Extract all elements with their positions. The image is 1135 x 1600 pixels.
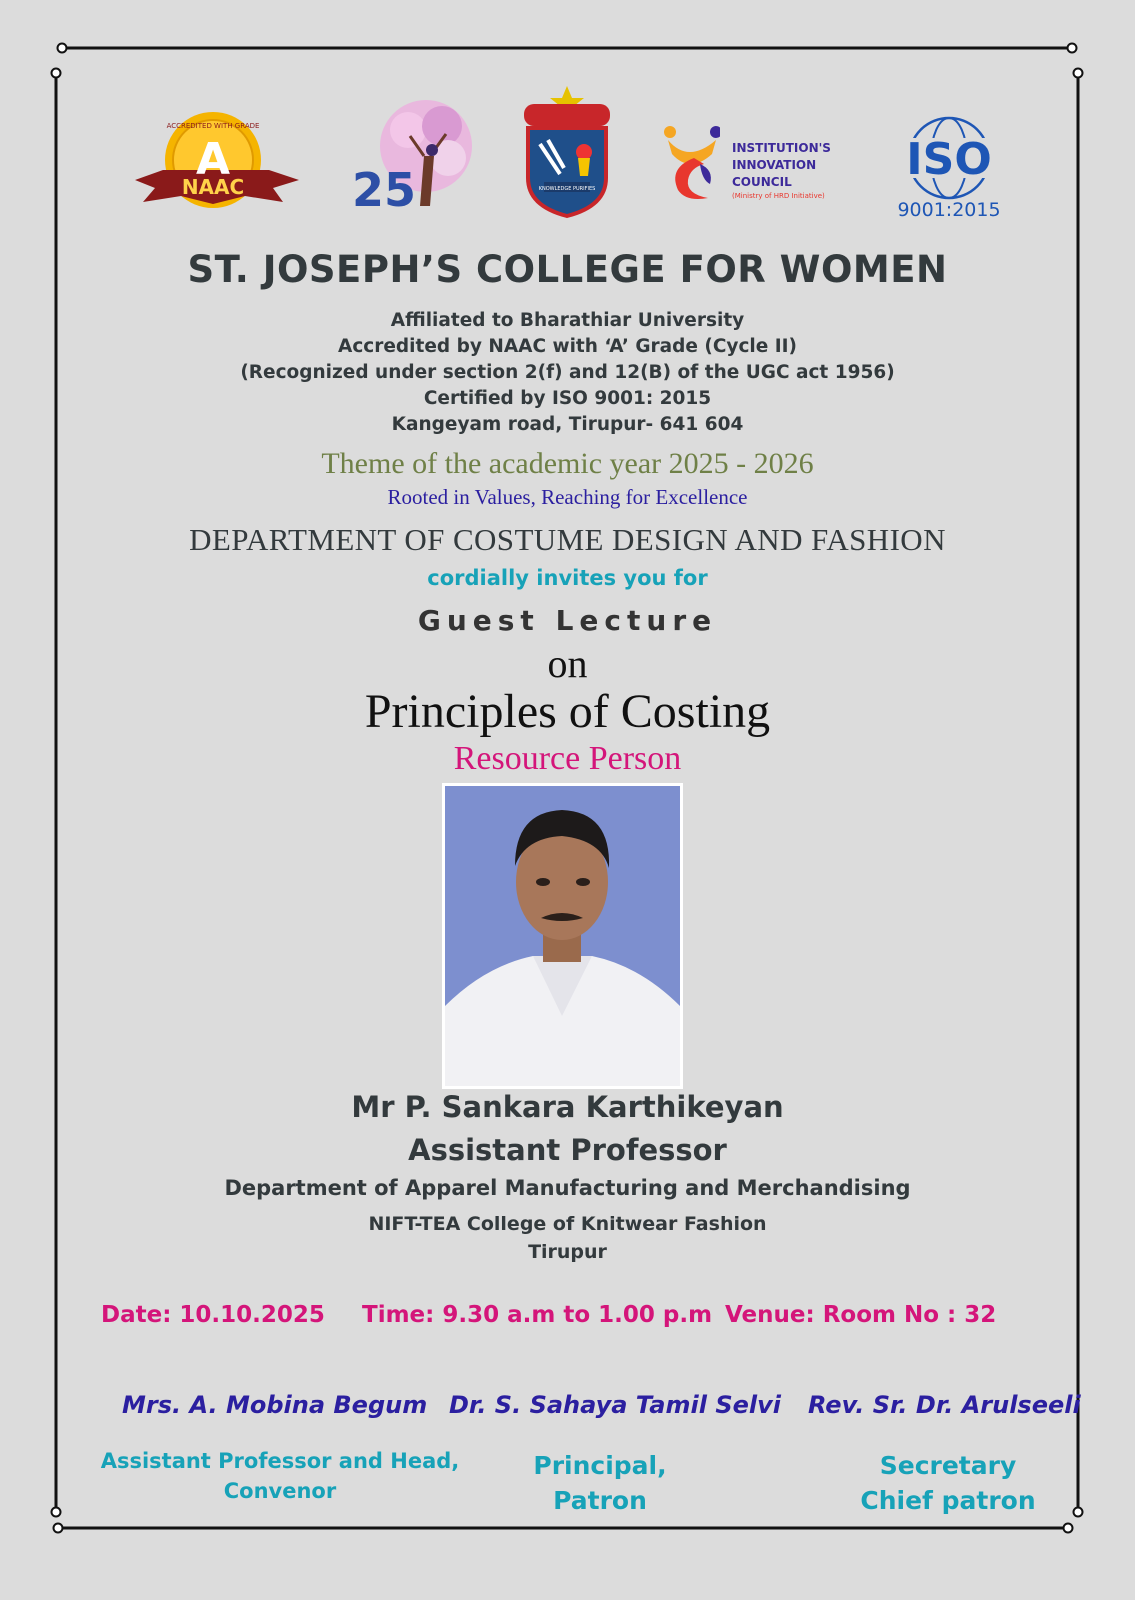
speaker-city: Tirupur (528, 1241, 607, 1263)
role-principal-line1: Principal, (533, 1451, 667, 1480)
signatory-name-convenor: Mrs. A. Mobina Begum (122, 1391, 428, 1419)
role-principal-line2: Patron (553, 1486, 647, 1515)
svg-text:ACCREDITED WITH GRADE: ACCREDITED WITH GRADE (166, 122, 260, 130)
svg-text:NAAC: NAAC (181, 175, 245, 199)
naac-logo (133, 108, 301, 220)
svg-text:A: A (195, 134, 231, 185)
svg-text:ISO: ISO (906, 134, 992, 185)
lecture-topic: Principles of Costing (364, 685, 771, 738)
invite-text: cordially invites you for (427, 566, 708, 590)
signatory-role-convenor (96, 1446, 464, 1506)
accreditation-line: Accredited by NAAC with ‘A’ Grade (Cycle II) (338, 336, 797, 357)
address-line: Kangeyam road, Tirupur- 641 604 (391, 414, 744, 435)
speaker-designation: Assistant Professor (408, 1133, 727, 1167)
speaker-photo (442, 783, 683, 1089)
role-convenor-line2: Convenor (223, 1479, 337, 1503)
on-text: on (547, 641, 588, 686)
speaker-department: Department of Apparel Manufacturing and Merchandising (224, 1176, 911, 1200)
svg-text:25: 25 (352, 163, 417, 217)
iic-line4: (Ministry of HRD Initiative) (732, 192, 825, 200)
anniversary-logo (350, 96, 482, 218)
theme-title: Theme of the academic year 2025 - 2026 (321, 447, 814, 480)
iic-logo (664, 124, 834, 208)
college-crest-logo (520, 84, 614, 224)
signatory-role-principal (480, 1448, 720, 1518)
role-secretary-line2: Chief patron (860, 1486, 1036, 1515)
event-time: Time: 9.30 a.m to 1.00 p.m (362, 1302, 713, 1328)
iso-logo (895, 114, 1005, 220)
affiliation-line: Affiliated to Bharathiar University (390, 310, 745, 331)
iic-line2: INNOVATION (732, 158, 817, 172)
department-title: DEPARTMENT OF COSTUME DESIGN AND FASHION (189, 522, 946, 557)
iic-line3: COUNCIL (732, 175, 792, 189)
svg-text:KNOWLEDGE PURIFIES: KNOWLEDGE PURIFIES (538, 186, 596, 192)
speaker-institution: NIFT-TEA College of Knitwear Fashion (368, 1213, 767, 1235)
role-convenor-line1: Assistant Professor and Head, (100, 1449, 460, 1473)
recognition-line: (Recognized under section 2(f) and 12(B) of the UGC act 1956) (240, 362, 895, 383)
resource-person-label: Resource Person (453, 740, 682, 777)
role-secretary-line1: Secretary (879, 1451, 1017, 1480)
signatory-name-secretary: Rev. Sr. Dr. Arulseeli (808, 1391, 1081, 1419)
theme-motto: Rooted in Values, Reaching for Excellence (387, 485, 748, 509)
event-venue: Venue: Room No : 32 (725, 1302, 997, 1328)
event-date: Date: 10.10.2025 (101, 1302, 325, 1328)
institution-title: ST. JOSEPH’S COLLEGE FOR WOMEN (187, 248, 948, 291)
event-type: Guest Lecture (417, 604, 718, 637)
certification-line: Certified by ISO 9001: 2015 (423, 388, 712, 409)
signatory-name-principal: Dr. S. Sahaya Tamil Selvi (449, 1391, 781, 1419)
iic-line1: INSTITUTION'S (732, 141, 831, 155)
svg-text:9001:2015: 9001:2015 (897, 199, 1001, 220)
speaker-name: Mr P. Sankara Karthikeyan (351, 1090, 784, 1124)
signatory-role-secretary (828, 1448, 1068, 1518)
